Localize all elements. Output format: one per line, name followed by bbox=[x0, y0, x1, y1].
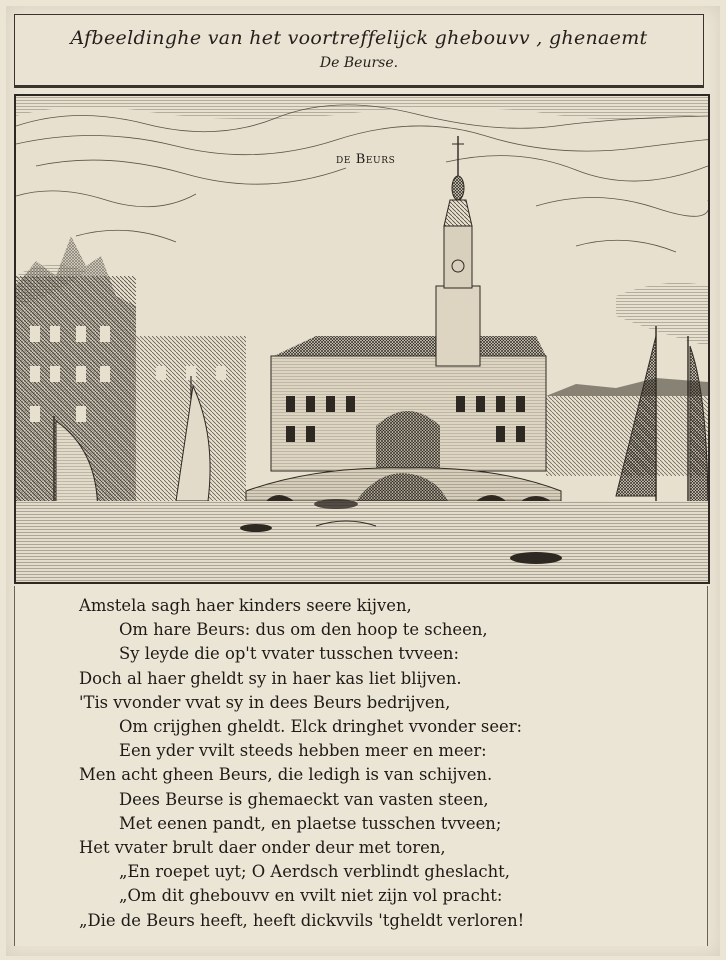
print-title: Afbeeldinghe van het voortreffelijck ghebouvv , ghenaemt bbox=[70, 27, 648, 49]
print-subtitle: De Beurse. bbox=[319, 55, 399, 71]
picture-caption: de Beurs bbox=[336, 152, 396, 167]
poem-line: 'Tis vvonder vvat sy in dees Beurs bedrijven, bbox=[79, 692, 451, 712]
poem-line: „Die de Beurs heeft, heeft dickvvils 'tgheldt verloren! bbox=[79, 910, 525, 930]
canal-water bbox=[16, 499, 708, 582]
poem-line: Om hare Beurs: dus om den hoop te scheen, bbox=[119, 620, 488, 640]
poem-line: Doch al haer gheldt sy in haer kas liet blijven. bbox=[79, 668, 462, 688]
poem-line: „Om dit ghebouvv en vvilt niet zijn vol pracht: bbox=[119, 886, 503, 906]
poem-line: Het vvater brult daer onder deur met toren, bbox=[79, 838, 446, 858]
exchange-engraving bbox=[16, 96, 708, 582]
poem bbox=[79, 594, 679, 933]
poem-line: Een yder vvilt steeds hebben meer en meer: bbox=[119, 741, 487, 761]
poem-line: Dees Beurse is ghemaeckt van vasten steen, bbox=[119, 789, 489, 809]
poem-line: Amstela sagh haer kinders seere kijven, bbox=[79, 596, 412, 615]
engraving-picture bbox=[14, 94, 710, 584]
title-panel bbox=[14, 14, 704, 88]
poem-line: Men acht gheen Beurs, die ledigh is van schijven. bbox=[79, 765, 493, 785]
poem-line: „En roepet uyt; O Aerdsch verblindt gheslacht, bbox=[119, 862, 510, 882]
poem-line: Met eenen pandt, en plaetse tusschen tvveen; bbox=[119, 813, 502, 833]
poem-line: Om crijghen gheldt. Elck dringhet vvonder seer: bbox=[119, 717, 523, 737]
poem-panel bbox=[14, 586, 708, 946]
poem-line: Sy leyde die op't vvater tusschen tvveen: bbox=[119, 644, 459, 664]
